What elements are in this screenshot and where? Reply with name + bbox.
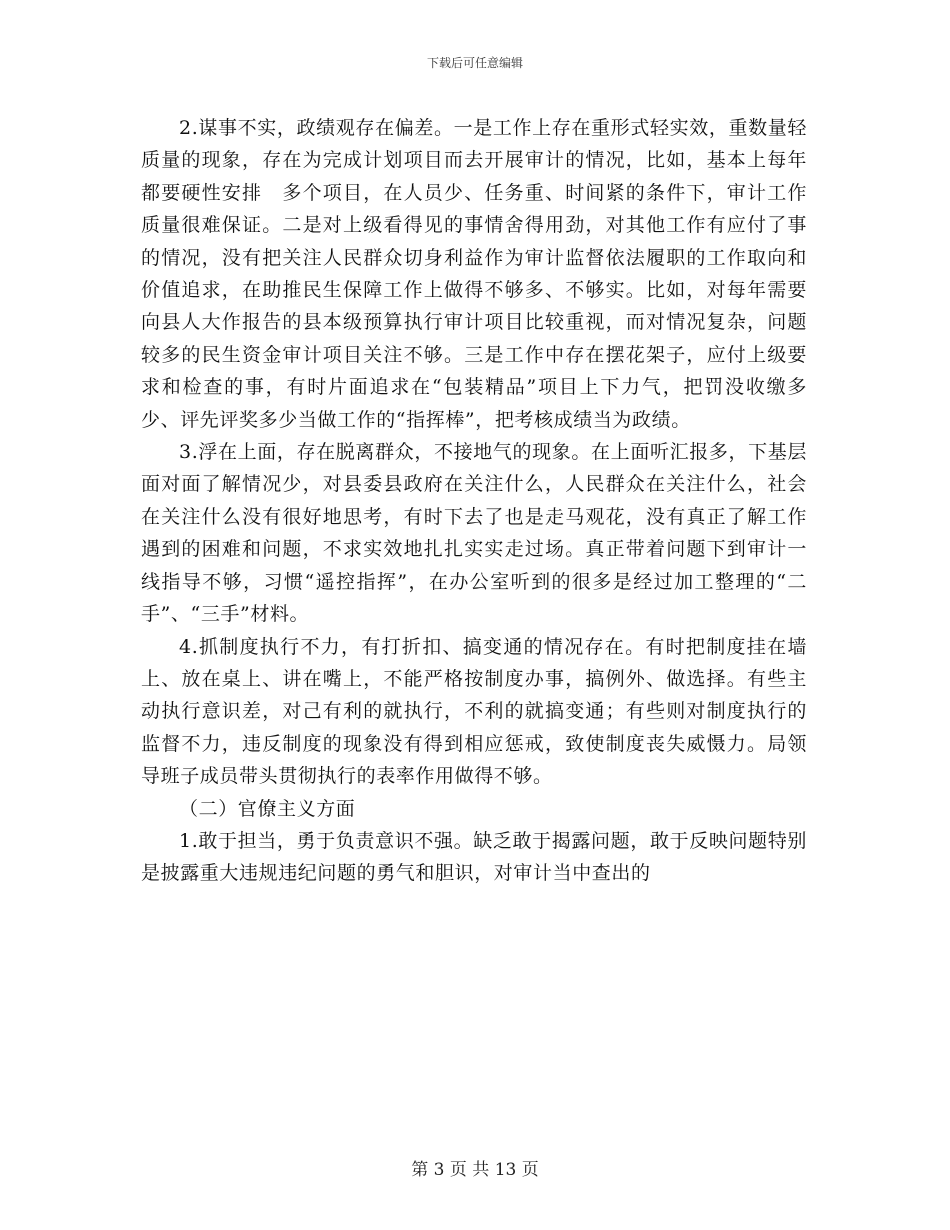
page-header-note: 下载后可任意编辑	[426, 56, 523, 70]
paragraph-item-2: 2.谋事不实，政绩观存在偏差。一是工作上存在重形式轻实效，重数量轻质量的现象，存在为完成计划项目而去开展审计的情况，比如，基本上每年都要硬性安排 多个项目，在人员少、任务重、时间紧的条件下，审计工作质量很难保证。二是对上级看得见的事情舍得用劲，对其他工作有应付了事的情况，没有把关注人民群众切身利益作为审计监督依法履职的工作取向和价值追求，在助推民生保障工作上做得不够多、不够实。比如，对每年需要向县人大作报告的县本级预算执行审计项目比较重视，而对情况复杂，问题较多的民生资金审计项目关注不够。三是工作中存在摆花架子，应付上级要求和检查的事，有时片面追求在“包装精品”项目上下力气，把罚没收缴多少、评先评奖多少当做工作的“指挥棒”，把考核成绩当为政绩。	[141, 117, 807, 431]
document-body	[141, 112, 807, 890]
section-heading-bureaucratism: （二）官僚主义方面	[179, 797, 356, 820]
paragraph-item-3: 3.浮在上面，存在脱离群众，不接地气的现象。在上面听汇报多，下基层面对面了解情况少，对县委县政府在关注什么，人民群众在关注什么，社会在关注什么没有很好地思考，有时下去了也是走马观花，没有真正了解工作遇到的困难和问题，不求实效地扎扎实实走过场。真正带着问题下到审计一线指导不够，习惯“遥控指挥”，在办公室听到的很多是经过加工整理的“二手”、“三手”材料。	[141, 441, 807, 626]
paragraph-item-4: 4.抓制度执行不力，有打折扣、搞变通的情况存在。有时把制度挂在墙上、放在桌上、讲在嘴上，不能严格按制度办事，搞例外、做选择。有些主动执行意识差，对己有利的就执行，不利的就搞变通；有些则对制度执行的监督不力，违反制度的现象没有得到相应惩戒，致使制度丧失威慑力。局领导班子成员带头贯彻执行的表率作用做得不够。	[141, 635, 807, 788]
paragraph-item-1: 1.敢于担当，勇于负责意识不强。缺乏敢于揭露问题，敢于反映问题特别是披露重大违规违纪问题的勇气和胆识，对审计当中查出的	[141, 829, 807, 885]
page-number: 第 3 页 共 13 页	[411, 1160, 539, 1180]
